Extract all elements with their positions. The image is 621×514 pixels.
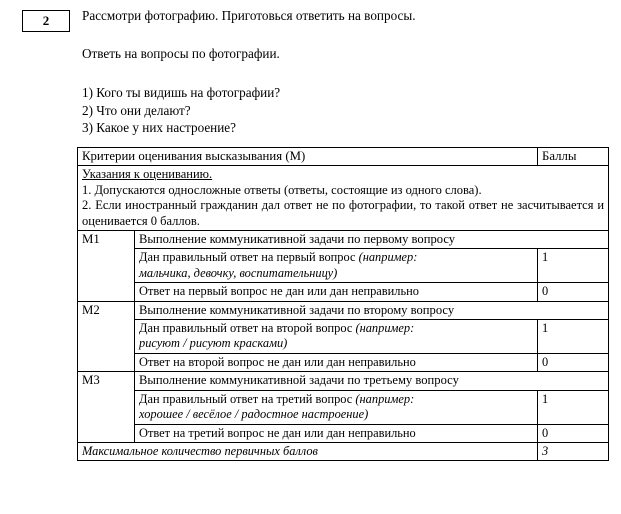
table-row [78, 231, 609, 249]
criterion-m2-example: рисуют / рисуют красками) [139, 336, 288, 351]
notes-item-2: 2. Если иностранный гражданин дал ответ не по фотографии, то такой ответ не засчитывается и оценивается 0 баллов. [82, 198, 605, 228]
criterion-m1-correct-score: 1 [538, 249, 609, 283]
criterion-title-m1: Выполнение коммуникативной задачи по первому вопросу [135, 231, 609, 249]
task-instructions [82, 7, 582, 137]
criterion-m3-incorrect: Ответ на третий вопрос не дан или дан неправильно [135, 424, 538, 442]
criterion-m2-example-lead: (например: [355, 321, 415, 336]
question-item-2: 2) Что они делают? [82, 102, 191, 118]
task-number-box [22, 10, 70, 32]
criterion-m2-incorrect-score: 0 [538, 353, 609, 371]
criterion-m1-correct-text: Дан правильный ответ на первый вопрос [139, 250, 359, 265]
criterion-m3-correct-text: Дан правильный ответ на третий вопрос [139, 391, 356, 406]
criterion-m1-example-lead: (например: [358, 250, 418, 265]
table-row [78, 301, 609, 319]
table-row [78, 390, 609, 424]
question-item-3: 3) Какое у них настроение? [82, 120, 237, 135]
criterion-m3-incorrect-score: 0 [538, 424, 609, 442]
table-row [78, 249, 609, 283]
task-number: 2 [42, 13, 50, 28]
table-row [78, 283, 609, 301]
criterion-m2-correct-text: Дан правильный ответ на второй вопрос [139, 321, 356, 336]
criterion-m1-example: мальчика, девочку, воспитательницу) [139, 265, 338, 280]
header-score: Баллы [538, 148, 609, 166]
table-row [78, 320, 609, 354]
table-header-row [78, 148, 609, 166]
question-item-1: 1) Кого ты видишь на фотографии? [82, 85, 281, 100]
criterion-m2-correct [135, 320, 538, 354]
header-criteria: Критерии оценивания высказывания (М) [78, 148, 538, 166]
instruction-line-1: Рассмотри фотографию. Приготовься ответить на вопросы. [82, 8, 416, 23]
notes-title: Указания к оцениванию. [82, 167, 213, 182]
criterion-code-m2: М2 [78, 301, 135, 372]
criterion-m1-correct [135, 249, 538, 283]
table-row [78, 353, 609, 371]
instruction-line-2: Ответь на вопросы по фотографии. [82, 46, 280, 61]
criterion-m3-example-lead: (например: [355, 391, 415, 406]
table-row-total [78, 442, 609, 460]
question-list [82, 84, 582, 137]
criterion-title-m2: Выполнение коммуникативной задачи по второму вопросу [135, 301, 609, 319]
criterion-code-m3: М3 [78, 372, 135, 443]
criterion-title-m3: Выполнение коммуникативной задачи по третьему вопросу [135, 372, 609, 390]
table-row-notes [78, 166, 609, 231]
table-row [78, 372, 609, 390]
criterion-m2-correct-score: 1 [538, 320, 609, 354]
table-row [78, 424, 609, 442]
criterion-m3-example: хорошее / весёлое / радостное настроение) [139, 407, 369, 422]
criteria-table [77, 147, 609, 461]
criterion-code-m1: М1 [78, 231, 135, 302]
criterion-m3-correct-score: 1 [538, 390, 609, 424]
total-value: 3 [538, 442, 609, 460]
criterion-m2-incorrect: Ответ на второй вопрос не дан или дан неправильно [135, 353, 538, 371]
criterion-m1-incorrect-score: 0 [538, 283, 609, 301]
criterion-m1-incorrect: Ответ на первый вопрос не дан или дан неправильно [135, 283, 538, 301]
notes-item-1: 1. Допускаются односложные ответы (ответы, состоящие из одного слова). [82, 182, 482, 197]
total-label: Максимальное количество первичных баллов [78, 442, 538, 460]
criterion-m3-correct [135, 390, 538, 424]
grading-notes [78, 166, 609, 231]
